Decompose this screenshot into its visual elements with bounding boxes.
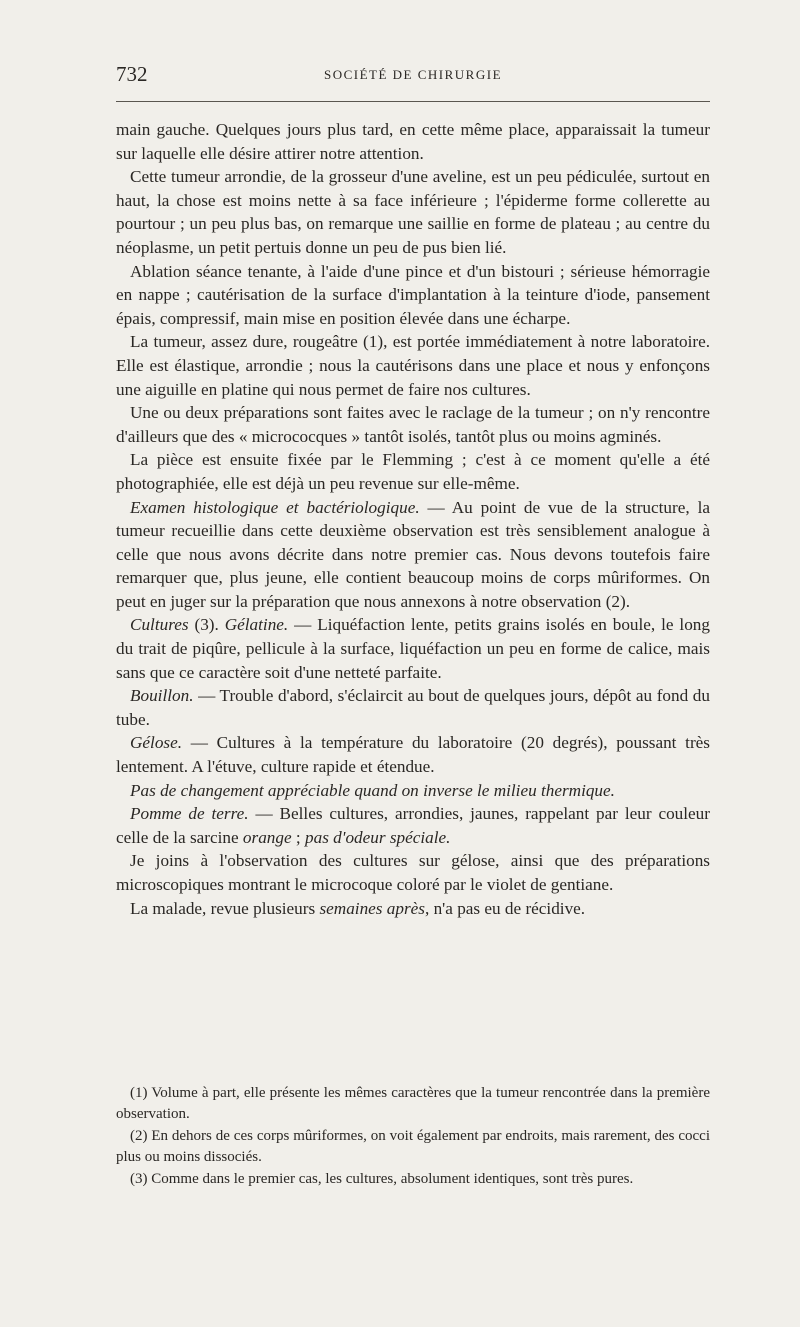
- paragraph: Cette tumeur arrondie, de la grosseur d'une aveline, est un peu pédiculée, surtout en haut, la chose est moins nette à sa face inférieure ; l'épiderme forme collerette au pourtour ; un peu plus bas, on remarque une saillie en forme de plateau ; au centre du néoplasme, un petit pertuis donne un peu de pus bien lié.: [116, 167, 710, 257]
- footnote-ref: (3).: [188, 615, 225, 635]
- paragraph: [116, 802, 710, 849]
- footnote: (1) Volume à part, elle présente les mêmes caractères que la tumeur rencontrée dans la première observation.: [116, 1085, 710, 1122]
- paragraph: Pas de changement appréciable quand on inverse le milieu thermique.: [130, 780, 615, 800]
- paragraph: La pièce est ensuite fixée par le Flemming ; c'est à ce moment qu'elle a été photographiée, elle est déjà un peu revenue sur elle-même.: [116, 450, 710, 493]
- italic-phrase: pas d'odeur spéciale.: [305, 827, 451, 847]
- paragraph-text: — Liquéfaction lente, petits grains isolés en boule, le long du trait de piqûre, pellicule à la surface, liquéfaction un peu en forme de calice, mais sans que ce caractère soit d'une netteté parfaite.: [116, 615, 710, 682]
- paragraph: La tumeur, assez dure, rougeâtre (1), est portée immédiatement à notre laboratoire. Elle est élastique, arrondie ; nous la cautérisons dans une place et nous y enfonçons une aiguille en platine qui nous permet de faire nos cultures.: [116, 332, 710, 399]
- running-title: SOCIÉTÉ DE CHIRURGIE: [323, 67, 503, 82]
- paragraph: Une ou deux préparations sont faites avec le raclage de la tumeur ; on n'y rencontre d'ailleurs que des « micrococques » tantôt isolés, tantôt plus ou moins agminés.: [116, 403, 710, 446]
- footnote: (3) Comme dans le premier cas, les cultures, absolument identiques, sont très pures.: [130, 1171, 634, 1188]
- paragraph: Je joins à l'observation des cultures sur gélose, ainsi que des préparations microscopiques montrant le microcoque coloré par le violet de gentiane.: [116, 851, 710, 894]
- paragraph: Ablation séance tenante, à l'aide d'une pince et d'un bistouri ; sérieuse hémorragie en nappe ; cautérisation de la surface d'implantation à la teinture d'iode, pansement épais, compressif, main mise en position élevée dans une écharpe.: [116, 261, 710, 328]
- paragraph-text: — Cultures à la température du laboratoire (20 degrés), poussant très lentement. A l'étuve, culture rapide et étendue.: [116, 733, 710, 777]
- section-label: Pomme de terre.: [130, 804, 249, 824]
- paragraph: [116, 684, 710, 731]
- section-label: Bouillon.: [130, 686, 194, 706]
- section-label: Cultures: [130, 615, 189, 635]
- paragraph-text: , n'a pas eu de récidive.: [424, 898, 586, 918]
- paragraph: [116, 897, 710, 921]
- paragraph: [116, 496, 710, 614]
- paragraph-text: — Trouble d'abord, s'éclaircit au bout de quelques jours, dépôt au fond du tube.: [116, 686, 710, 729]
- page-header: [116, 62, 710, 92]
- section-label: Examen histologique et bactériologique.: [130, 497, 420, 517]
- page-number: 732: [116, 62, 148, 86]
- paragraph-text: La malade, revue plusieurs: [130, 898, 320, 918]
- paragraph: main gauche. Quelques jours plus tard, en cette même place, apparaissait la tumeur sur laquelle elle désire attirer notre attention.: [116, 120, 710, 163]
- header-rule: [116, 101, 710, 102]
- section-label: Gélose.: [130, 733, 183, 753]
- footnotes: [116, 1083, 710, 1192]
- paragraph-text: — Au point de vue de la structure, la tumeur recueillie dans cette deuxième observation est très sensiblement analogue à celle que nous avons décrite dans notre premier cas. Nous devons toutefois faire remarquer que, plus jeune, elle contient beaucoup moins de corps mûriformes. On peut en juger sur la préparation que nous annexons à notre observation (2).: [116, 497, 710, 611]
- paragraph: [116, 613, 710, 684]
- footnote: (2) En dehors de ces corps mûriformes, on voit également par endroits, mais rarement, des cocci plus ou moins dissociés.: [116, 1128, 710, 1165]
- italic-phrase: semaines après: [319, 898, 425, 918]
- italic-word: orange: [242, 827, 292, 847]
- section-label: Gélatine.: [224, 615, 289, 635]
- body-text: [116, 118, 710, 920]
- paragraph-text: ;: [291, 827, 305, 847]
- paragraph: [116, 731, 710, 778]
- paragraph-text: — Belles cultures, arrondies, jaunes, rappelant par leur couleur celle de la sarcine: [116, 804, 710, 847]
